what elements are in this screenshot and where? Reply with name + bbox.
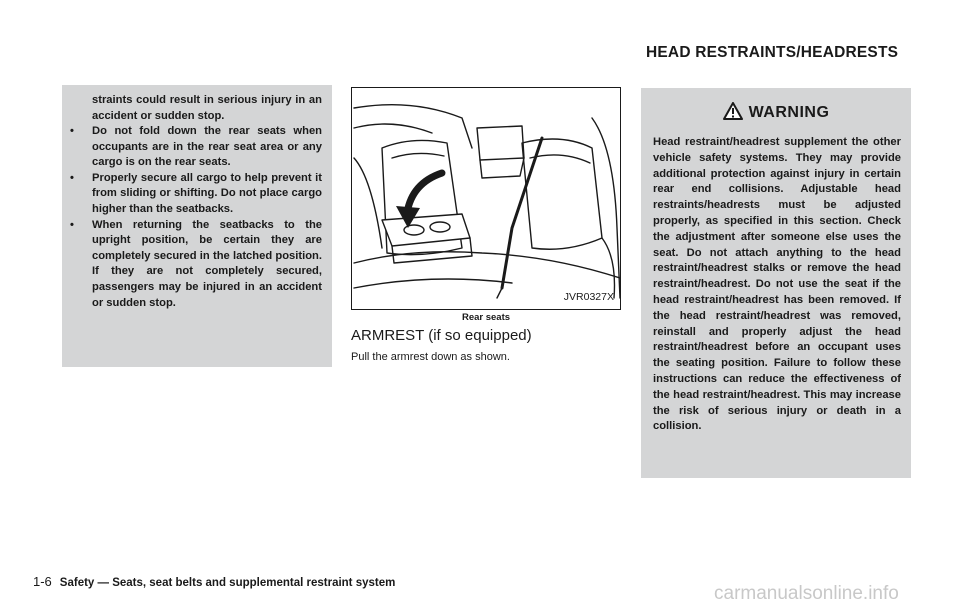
rear-seat-drawing <box>352 88 621 310</box>
figure-caption: Rear seats <box>461 312 511 323</box>
bullet-marker: • <box>70 125 74 137</box>
warning-box <box>641 88 911 478</box>
warning-text: Head restraint/headrest supplement the other vehicle safety systems. They may provide additional protection against injury in certain rear end collisions. Adjustable head restraints/headrests must be adjusted properly, as specified in this section. Check the adjustment after someone else uses the seat. Do not attach anything to the head restraint/headrest stalks or remove the head restraint/headrest. Do not use the seat if the head restraint/headrest has been removed. If the head restraint/headrest was removed, reinstall and properly adjust the head restraint/headrest before an occupant uses the seating position. Failure to follow these instructions can reduce the effectiveness of the head restraint/headrest. This may increase the risk of serious injury or death in a collision. <box>653 136 901 433</box>
bullet-marker: • <box>70 171 74 184</box>
caution-bullet-item <box>62 218 322 312</box>
armrest-section-body: Pull the armrest down as shown. <box>351 351 510 363</box>
caution-bullet-text: Do not fold down the rear seats when occupants are in the rear seat area or any cargo is on the rear seats. <box>92 125 322 169</box>
caution-bullet-text: Properly secure all cargo to help prevent it from sliding or shifting. Do not place cargo higher than the seatbacks. <box>92 171 322 215</box>
warning-triangle-icon <box>723 102 743 125</box>
caution-continuation: straints could result in serious injury in an accident or sudden stop. <box>92 94 322 122</box>
armrest-section-title: ARMREST (if so equipped) <box>351 327 532 344</box>
warning-heading <box>641 102 911 125</box>
caution-bullet-list <box>62 124 322 311</box>
page-number: 1-6 <box>33 574 52 589</box>
caution-bullet-text: When returning the seatbacks to the upright position, be certain they are completely secured in the latched position. If they are not completely secured, passengers may be injured in an accident or sudden stop. <box>92 218 322 309</box>
page-header-title: HEAD RESTRAINTS/HEADRESTS <box>646 44 899 61</box>
footer-title: Safety — Seats, seat belts and supplemental restraint system <box>59 577 396 589</box>
figure-code: JVR0327X <box>563 291 614 303</box>
watermark: carmanualsonline.info <box>714 583 899 604</box>
warning-heading-text: WARNING <box>748 104 830 121</box>
caution-bullet-item <box>62 124 322 171</box>
caution-box <box>62 85 332 367</box>
caution-bullet-item <box>62 171 322 218</box>
page-footer <box>33 574 395 589</box>
bullet-marker: • <box>70 218 74 231</box>
rear-seats-illustration <box>351 87 621 310</box>
